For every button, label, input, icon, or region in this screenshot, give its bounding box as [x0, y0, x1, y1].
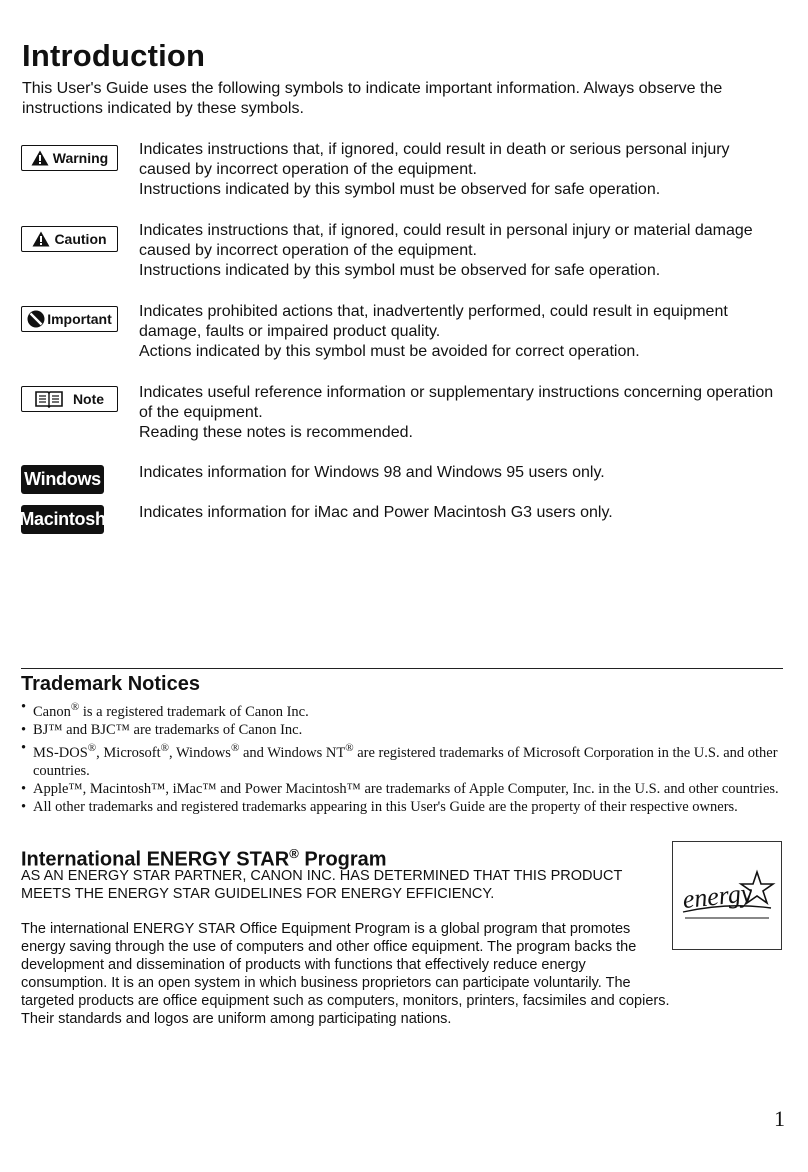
energy-star-partner-statement: AS AN ENERGY STAR PARTNER, CANON INC. HAS DETERMINED THAT THIS PRODUCT MEETS THE ENERGY STAR GUIDELINES FOR ENERGY EFFICIENCY.	[21, 868, 623, 902]
windows-description: Indicates information for Windows 98 and Windows 95 users only.	[139, 464, 605, 481]
windows-nt-name: and Windows NT	[239, 744, 346, 761]
energy-star-logo-icon	[673, 842, 781, 949]
energy-logo-text: energy	[681, 877, 754, 915]
important-label: Important	[47, 311, 112, 327]
warning-badge	[21, 145, 118, 171]
list-item: • All other trademarks and registered trademarks appearing in this User's Guide are the property of their respective owners.	[21, 798, 791, 816]
windows-name: , Windows	[168, 744, 231, 761]
important-desc-line: Actions indicated by this symbol must be avoided for correct operation.	[139, 343, 640, 360]
caution-triangle-icon	[32, 231, 50, 247]
section-divider	[21, 668, 783, 669]
prohibited-icon	[27, 310, 45, 328]
registered-mark: ®	[87, 741, 97, 754]
macintosh-badge: Macintosh	[21, 505, 104, 534]
trademark-list	[21, 698, 791, 816]
intro-paragraph: This User's Guide uses the following symbols to indicate important information. Always observe the instructions indicated by these symbols.	[22, 80, 723, 117]
microsoft-name: , Microsoft	[96, 744, 161, 761]
energy-star-heading-suffix: Program	[298, 848, 387, 871]
note-badge	[21, 386, 118, 412]
energy-star-body: The international ENERGY STAR Office Equipment Program is a global program that promotes energy saving through the use of computers and other office equipment. The program backs the development and dissemination of products with functions that effectively reduce energy consumption. It is an open system in which business proprietors can participate voluntarily. The targeted products are office equipment such as computers, monitors, printers, facsimiles and copiers. Their standards and logos are uniform among participating nations.	[21, 921, 670, 1027]
warning-desc-line: Instructions indicated by this symbol must be observed for safe operation.	[139, 181, 661, 198]
msdos-name: MS-DOS	[33, 744, 88, 761]
registered-mark: ®	[345, 741, 354, 754]
registered-mark: ®	[160, 741, 169, 754]
registered-mark: ®	[289, 846, 299, 861]
important-description	[139, 302, 784, 362]
warning-triangle-icon	[31, 150, 49, 166]
note-desc-line: Reading these notes is recommended.	[139, 424, 413, 441]
list-item	[21, 739, 791, 780]
important-desc-line: Indicates prohibited actions that, inadvertently performed, could result in equipment damage, faults or impaired product quality.	[139, 303, 728, 340]
open-book-icon	[35, 390, 63, 408]
warning-description	[139, 140, 784, 200]
caution-description	[139, 221, 784, 281]
page-title: Introduction	[22, 38, 206, 73]
macintosh-description: Indicates information for iMac and Power Macintosh G3 users only.	[139, 504, 613, 521]
note-desc-line: Indicates useful reference information or supplementary instructions concerning operation of the equipment.	[139, 384, 774, 421]
canon-rest: is a registered trademark of Canon Inc.	[79, 703, 309, 720]
registered-mark: ®	[230, 741, 240, 754]
list-item: • Apple™, Macintosh™, iMac™ and Power Macintosh™ are trademarks of Apple Computer, Inc. in the U.S. and other countries.	[21, 780, 791, 798]
caution-label: Caution	[54, 231, 107, 247]
note-label: Note	[72, 391, 105, 407]
canon-name: Canon	[33, 703, 71, 720]
windows-badge: Windows	[21, 465, 104, 494]
registered-mark: ®	[70, 701, 80, 713]
note-description	[139, 383, 784, 443]
warning-label: Warning	[52, 150, 109, 166]
energy-star-heading-text: International ENERGY STAR	[21, 848, 290, 871]
page-number: 1	[774, 1106, 785, 1131]
caution-desc-line: Instructions indicated by this symbol must be observed for safe operation.	[139, 262, 661, 279]
important-badge	[21, 306, 118, 332]
list-item	[21, 698, 791, 721]
caution-badge	[21, 226, 118, 252]
list-item: • BJ™ and BJC™ are trademarks of Canon Inc.	[21, 721, 791, 739]
caution-desc-line: Indicates instructions that, if ignored, could result in personal injury or material damage caused by incorrect operation of the equipment.	[139, 222, 753, 259]
energy-star-logo	[672, 841, 782, 950]
trademark-heading: Trademark Notices	[21, 673, 200, 695]
microsoft-rest: are registered trademarks of Microsoft Corporation in the U.S. and other countries.	[33, 744, 778, 779]
warning-desc-line: Indicates instructions that, if ignored, could result in death or serious personal injury caused by incorrect operation of the equipment.	[139, 141, 730, 178]
